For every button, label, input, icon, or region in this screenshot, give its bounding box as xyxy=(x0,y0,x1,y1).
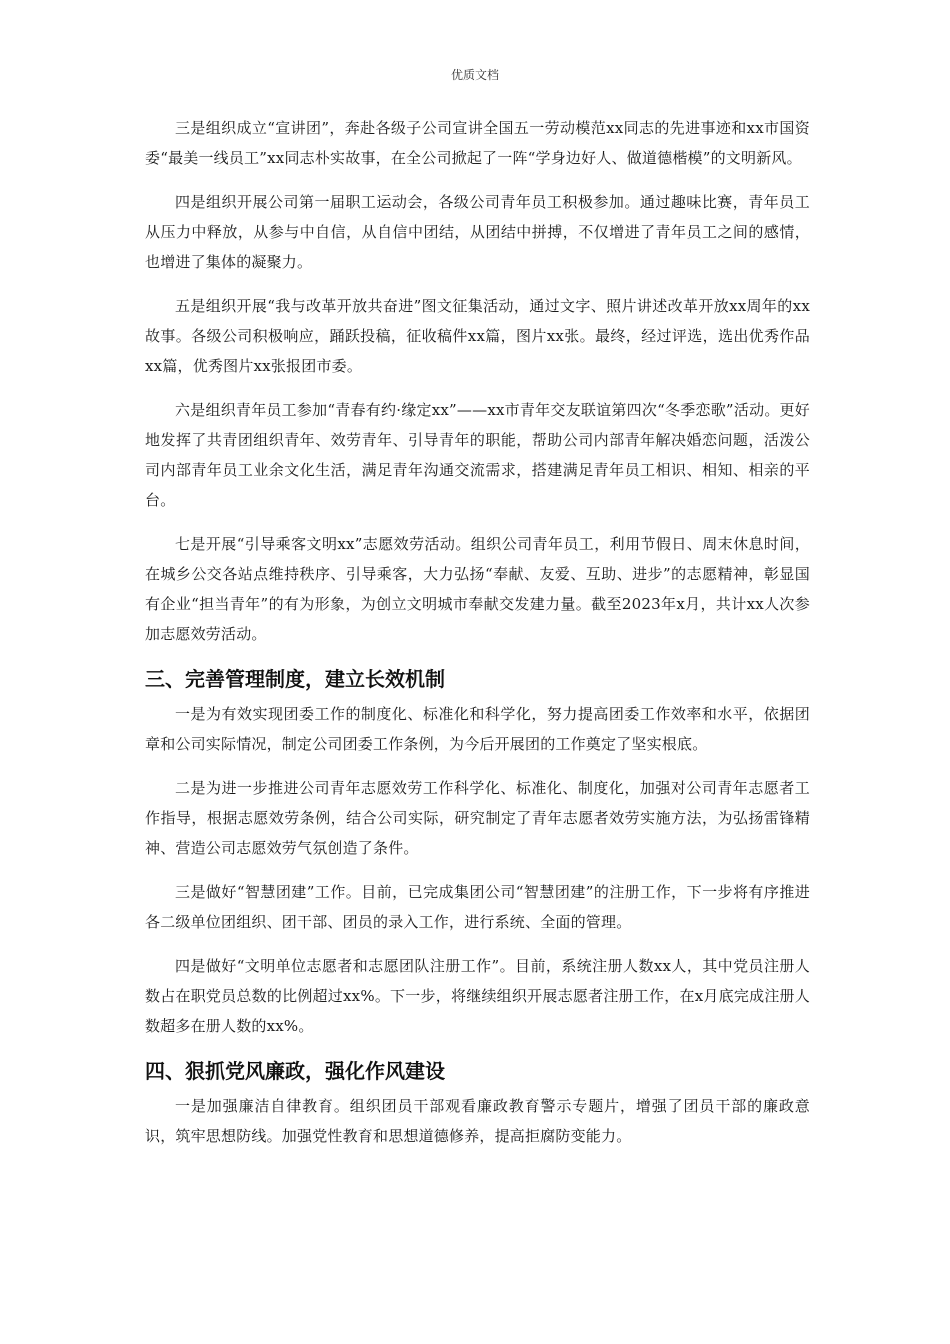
section-four-heading: 四、狠抓党风廉政，强化作风建设 xyxy=(145,1059,445,1083)
section-three-heading: 三、完善管理制度，建立长效机制 xyxy=(145,667,445,691)
paragraph-three: 三是组织成立“宣讲团”，奔赴各级子公司宣讲全国五一劳动模范xx同志的先进事迹和xx市国资委“最美一线员工”xx同志朴实故事，在全公司掀起了一阵“学身边好人、做道德楷模”的文明新风。 xyxy=(145,119,810,167)
paragraph-six: 六是组织青年员工参加“青春有约·缘定xx”——xx市青年交友联谊第四次“冬季恋歌”活动。更好地发挥了共青团组织青年、效劳青年、引导青年的职能，帮助公司内部青年解决婚恋问题，活泼公司内部青年员工业余文化生活，满足青年沟通交流需求，搭建满足青年员工相识、相知、相亲的平台。 xyxy=(145,401,810,509)
paragraph-four: 四是组织开展公司第一届职工运动会，各级公司青年员工积极参加。通过趣味比赛，青年员工从压力中释放，从参与中自信，从自信中团结，从团结中拼搏，不仅增进了青年员工之间的感情，也增进了集体的凝聚力。 xyxy=(145,193,810,271)
paragraph-five: 五是组织开展“我与改革开放共奋进”图文征集活动，通过文字、照片讲述改革开放xx周年的xx故事。各级公司积极响应，踊跃投稿，征收稿件xx篇，图片xx张。最终，经过评选，选出优秀作品xx篇，优秀图片xx张报团市委。 xyxy=(145,297,810,375)
section-four-paragraph-one: 一是加强廉洁自律教育。组织团员干部观看廉政教育警示专题片，增强了团员干部的廉政意识，筑牢思想防线。加强党性教育和思想道德修养，提高拒腐防变能力。 xyxy=(145,1097,810,1145)
section-three-paragraph-four: 四是做好“文明单位志愿者和志愿团队注册工作”。目前，系统注册人数xx人，其中党员注册人数占在职党员总数的比例超过xx%。下一步，将继续组织开展志愿者注册工作，在x月底完成注册人数超多在册人数的xx%。 xyxy=(145,957,810,1035)
section-three-paragraph-one: 一是为有效实现团委工作的制度化、标准化和科学化，努力提高团委工作效率和水平，依据团章和公司实际情况，制定公司团委工作条例，为今后开展团的工作奠定了坚实根底。 xyxy=(145,705,810,753)
section-three-paragraph-three: 三是做好“智慧团建”工作。目前，已完成集团公司“智慧团建”的注册工作，下一步将有序推进各二级单位团组织、团干部、团员的录入工作，进行系统、全面的管理。 xyxy=(145,883,810,931)
page-header: 优质文档 xyxy=(450,68,499,82)
section-three-paragraph-two: 二是为进一步推进公司青年志愿效劳工作科学化、标准化、制度化，加强对公司青年志愿者工作指导，根据志愿效劳条例，结合公司实际，研究制定了青年志愿者效劳实施方法，为弘扬雷锋精神、营造公司志愿效劳气氛创造了条件。 xyxy=(145,779,810,857)
document-body xyxy=(145,113,810,1165)
paragraph-seven: 七是开展“引导乘客文明xx”志愿效劳活动。组织公司青年员工，利用节假日、周末休息时间，在城乡公交各站点维持秩序、引导乘客，大力弘扬“奉献、友爱、互助、进步”的志愿精神，彰显国有企业“担当青年”的有为形象，为创立文明城市奉献交发建力量。截至2023年x月，共计xx人次参加志愿效劳活动。 xyxy=(145,535,810,643)
